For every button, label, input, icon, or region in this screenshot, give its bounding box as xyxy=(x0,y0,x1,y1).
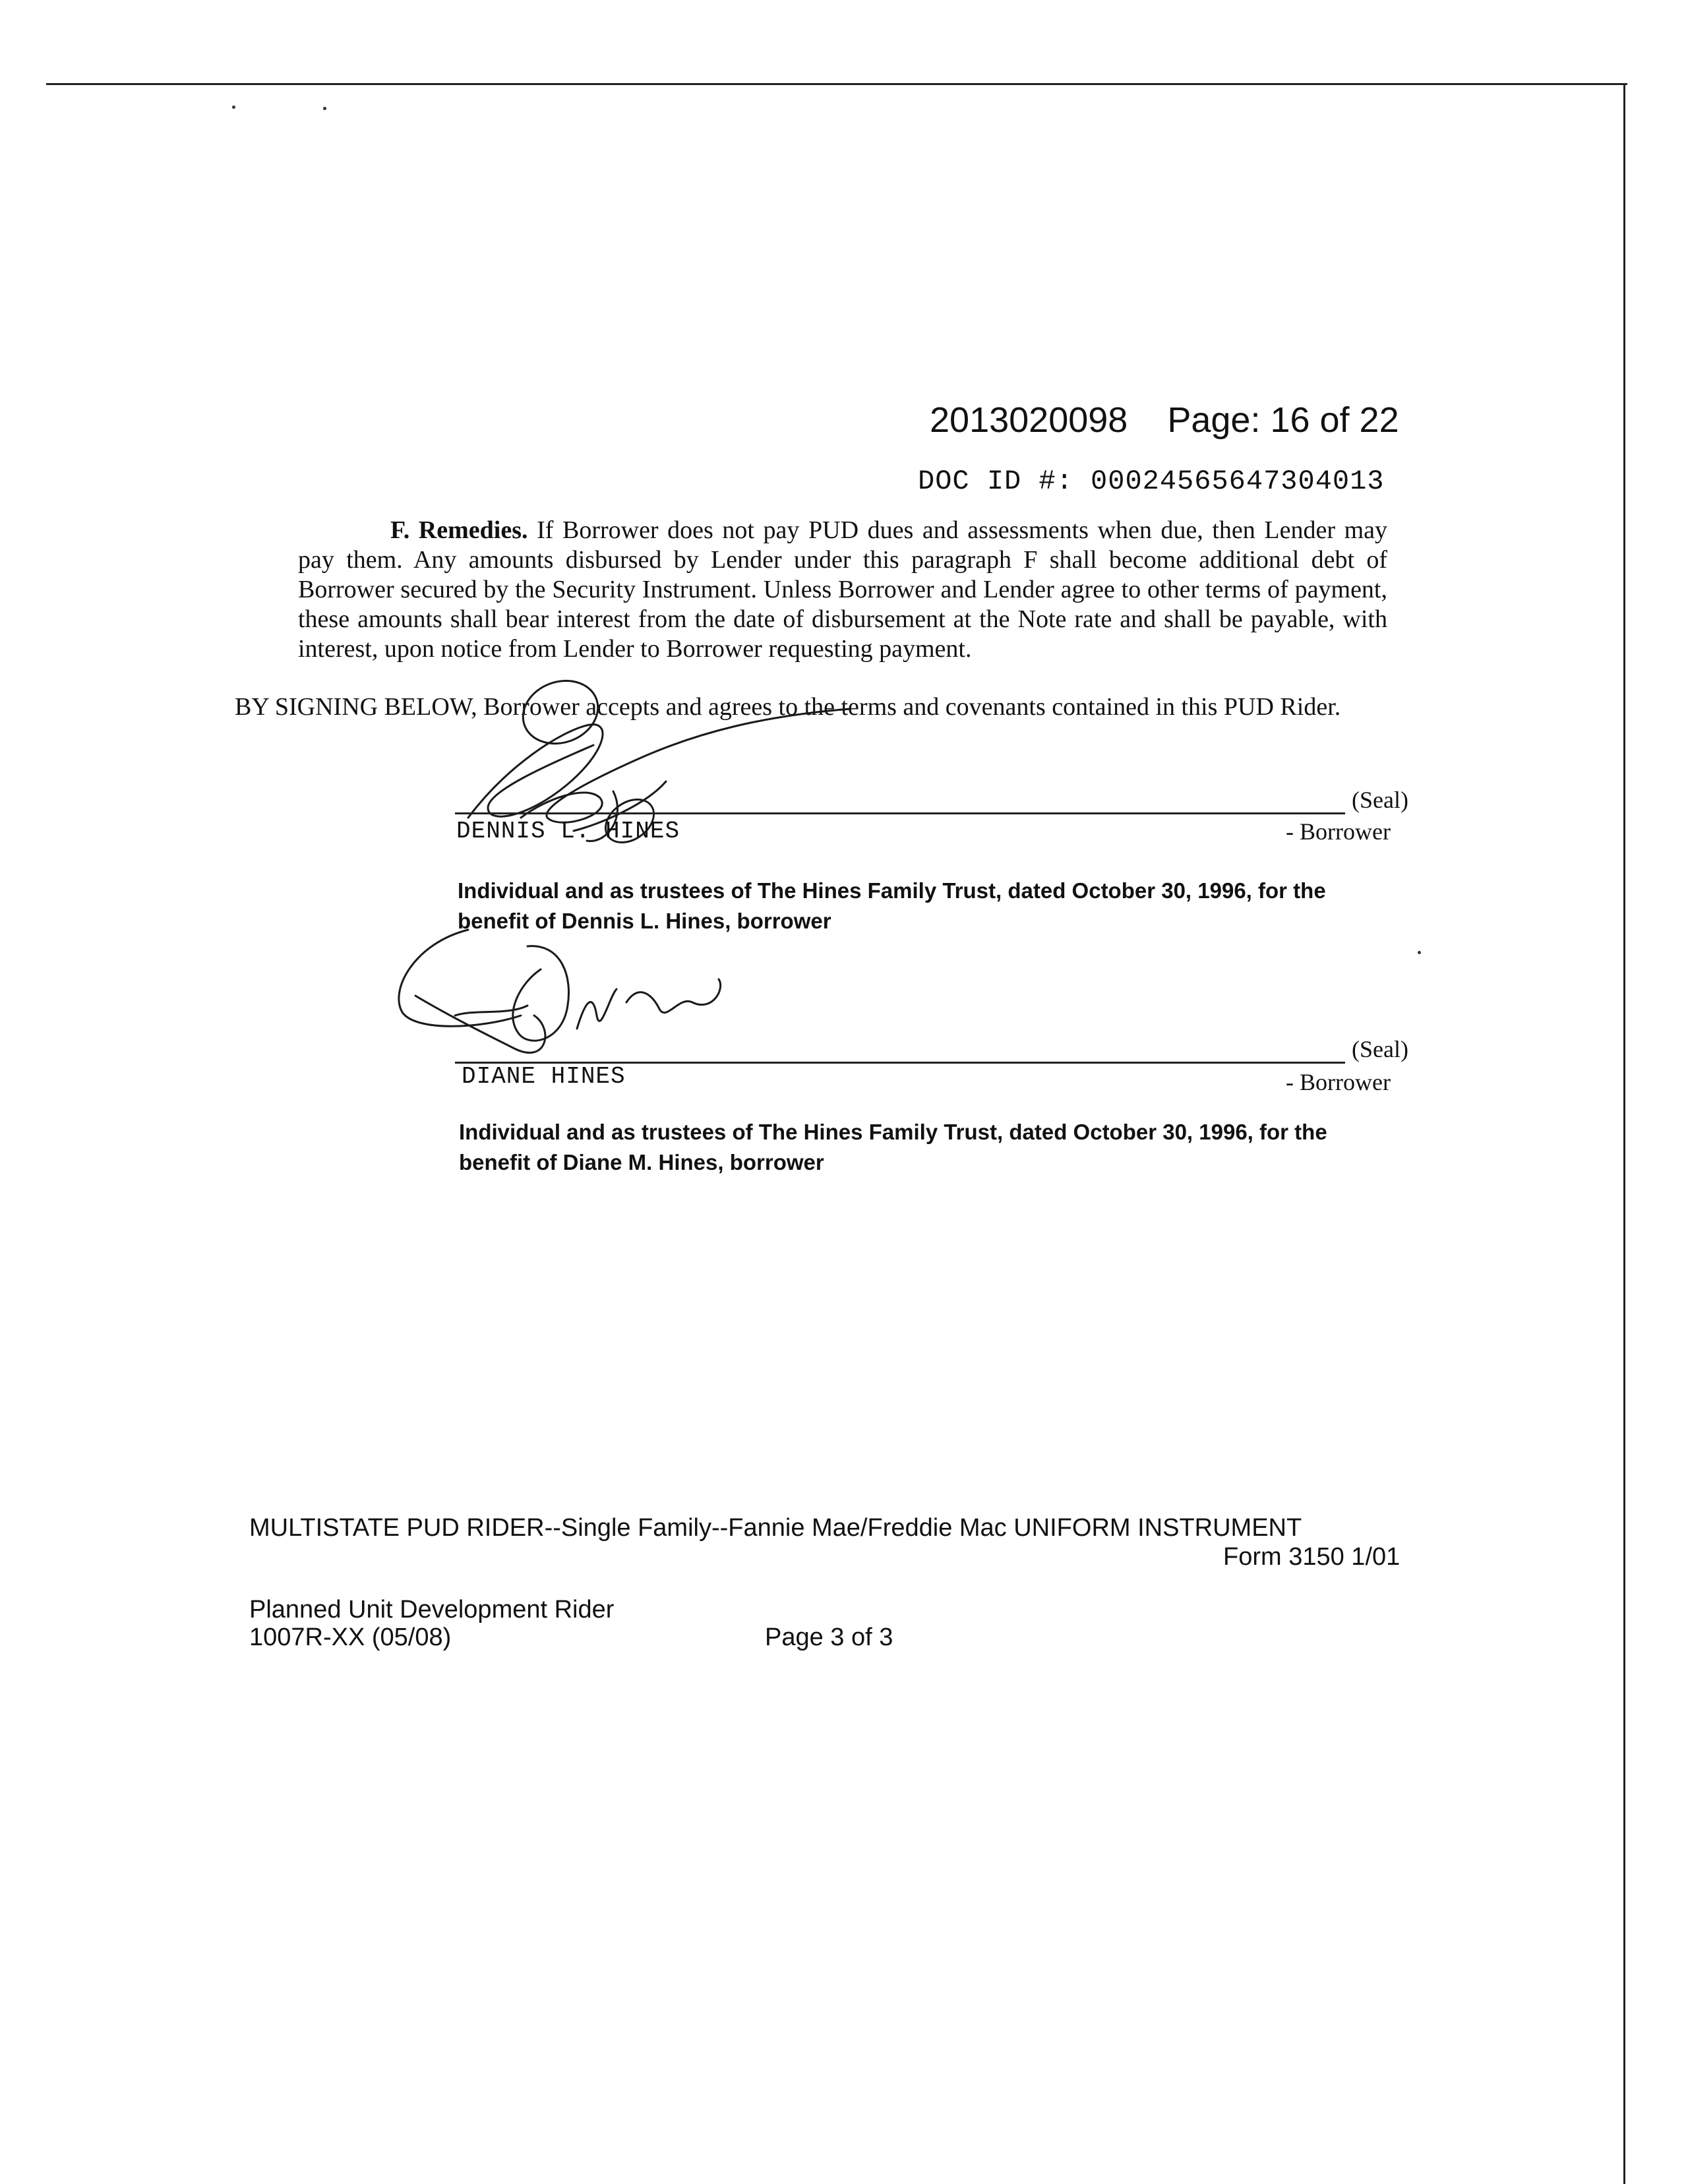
trust-note-2 xyxy=(459,1117,1408,1178)
trust-note-1-line-1: Individual and as trustees of The Hines Family Trust, dated October 30, 1996, for the xyxy=(458,878,1326,903)
seal-label-1: (Seal) xyxy=(1352,787,1408,813)
recording-header xyxy=(930,400,1399,440)
form-title: MULTISTATE PUD RIDER--Single Family--Fannie Mae/Freddie Mac UNIFORM INSTRUMENT xyxy=(249,1514,1302,1542)
remedies-label: F. Remedies. xyxy=(390,516,528,544)
form-number: Form 3150 1/01 xyxy=(1223,1543,1401,1571)
seal-label-2: (Seal) xyxy=(1352,1036,1408,1062)
scan-speck xyxy=(232,106,235,109)
doc-id: DOC ID #: 00024565647304013 xyxy=(918,466,1385,497)
rider-name: Planned Unit Development Rider xyxy=(249,1596,615,1623)
signing-statement: BY SIGNING BELOW, Borrower accepts and agrees to the terms and covenants contained in this PUD Rider. xyxy=(235,693,1341,721)
borrower-role-2: - Borrower xyxy=(1286,1069,1391,1095)
footer-page-number: Page 3 of 3 xyxy=(765,1623,893,1651)
borrower-role-1: - Borrower xyxy=(1286,818,1391,845)
trust-note-2-line-1: Individual and as trustees of The Hines Family Trust, dated October 30, 1996, for the xyxy=(459,1120,1327,1144)
right-border-line xyxy=(1623,84,1625,2184)
signature-line-1 xyxy=(455,812,1345,814)
top-border-line xyxy=(46,83,1627,85)
trust-note-1-line-2: benefit of Dennis L. Hines, borrower xyxy=(458,909,831,933)
trust-note-2-line-2: benefit of Diane M. Hines, borrower xyxy=(459,1150,824,1174)
borrower-name-2: DIANE HINES xyxy=(462,1063,626,1090)
borrower-name-1: DENNIS L. HINES xyxy=(456,818,680,845)
page-indicator: Page: 16 of 22 xyxy=(1167,400,1399,440)
record-number: 2013020098 xyxy=(930,400,1128,440)
scan-speck xyxy=(323,107,326,110)
remedies-text: If Borrower does not pay PUD dues and assessments when due, then Lender may pay them. Any amounts disbursed by Lender under this paragraph F shall become additional debt of Borrower secured by the Security Instrument. Unless Borrower and Lender agree to other terms of payment, these amounts shall bear interest from the date of disbursement at the Note rate and shall be payable, with interest, upon notice from Lender to Borrower requesting payment. xyxy=(298,516,1387,663)
remedies-paragraph xyxy=(298,516,1387,664)
scan-speck xyxy=(1418,951,1421,954)
rider-code: 1007R-XX (05/08) xyxy=(249,1623,452,1651)
diane-signature xyxy=(389,917,745,1081)
